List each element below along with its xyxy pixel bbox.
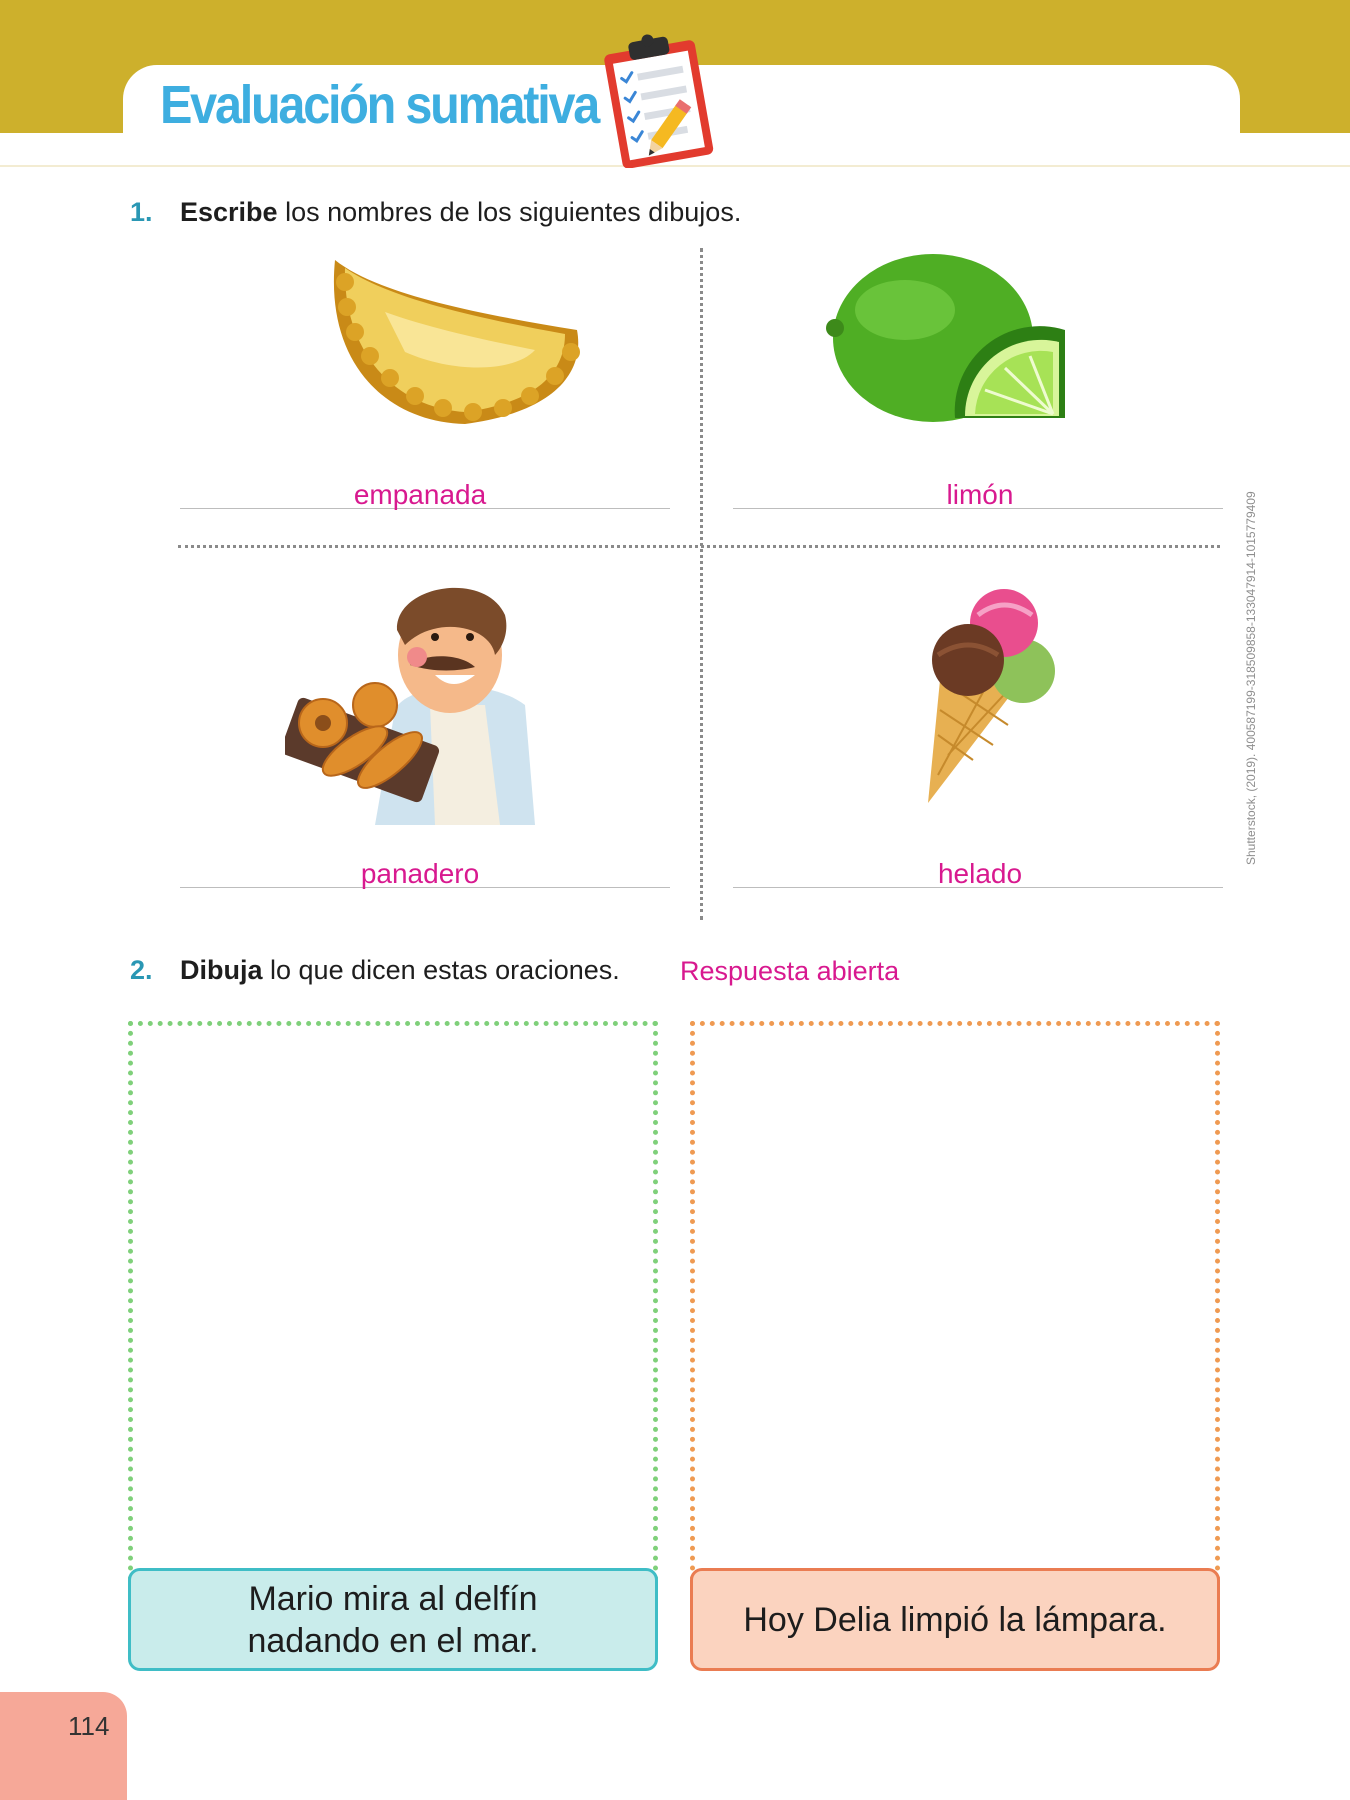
question-text — [180, 955, 620, 986]
empanada-illustration — [315, 252, 590, 432]
answer-note: Respuesta abierta — [680, 956, 900, 986]
answer-panadero: panadero — [360, 858, 480, 889]
drawing-area-left[interactable] — [128, 1021, 658, 1581]
caption-text: Hoy Delia limpió la lámpara. — [743, 1600, 1167, 1639]
answer-empanada: empanada — [353, 479, 487, 510]
baker-illustration — [285, 575, 535, 825]
caption-line: nadando en el mar. — [247, 1621, 539, 1660]
caption-right — [690, 1568, 1220, 1671]
question-rest: los nombres de los siguientes dibujos. — [277, 197, 742, 227]
lime-illustration — [825, 250, 1075, 430]
caption-left — [128, 1568, 658, 1671]
caption-text — [247, 1578, 538, 1662]
ice-cream-cone-illustration — [918, 585, 1058, 805]
page-number-tab — [0, 1692, 127, 1800]
question-number: 2. — [130, 955, 153, 985]
question-text — [180, 197, 741, 228]
question-number: 1. — [130, 197, 153, 227]
answer-helado: helado — [937, 858, 1023, 889]
page-number: 114 — [68, 1711, 110, 1741]
question-verb: Escribe — [180, 197, 278, 227]
grid-vertical-divider — [700, 248, 703, 920]
clipboard-checklist-icon — [598, 30, 724, 168]
image-credit: Shutterstock, (2019). 400587199-318509858-133047914-1015779409 — [1244, 491, 1258, 865]
answer-limon: limón — [946, 479, 1014, 510]
caption-line: Mario mira al delfín — [248, 1579, 538, 1618]
grid-horizontal-divider — [178, 545, 1220, 548]
page-title: Evaluación sumativa — [160, 75, 599, 135]
drawing-area-right[interactable] — [690, 1021, 1220, 1581]
question-verb: Dibuja — [180, 955, 263, 985]
question-rest: lo que dicen estas oraciones. — [262, 955, 620, 985]
